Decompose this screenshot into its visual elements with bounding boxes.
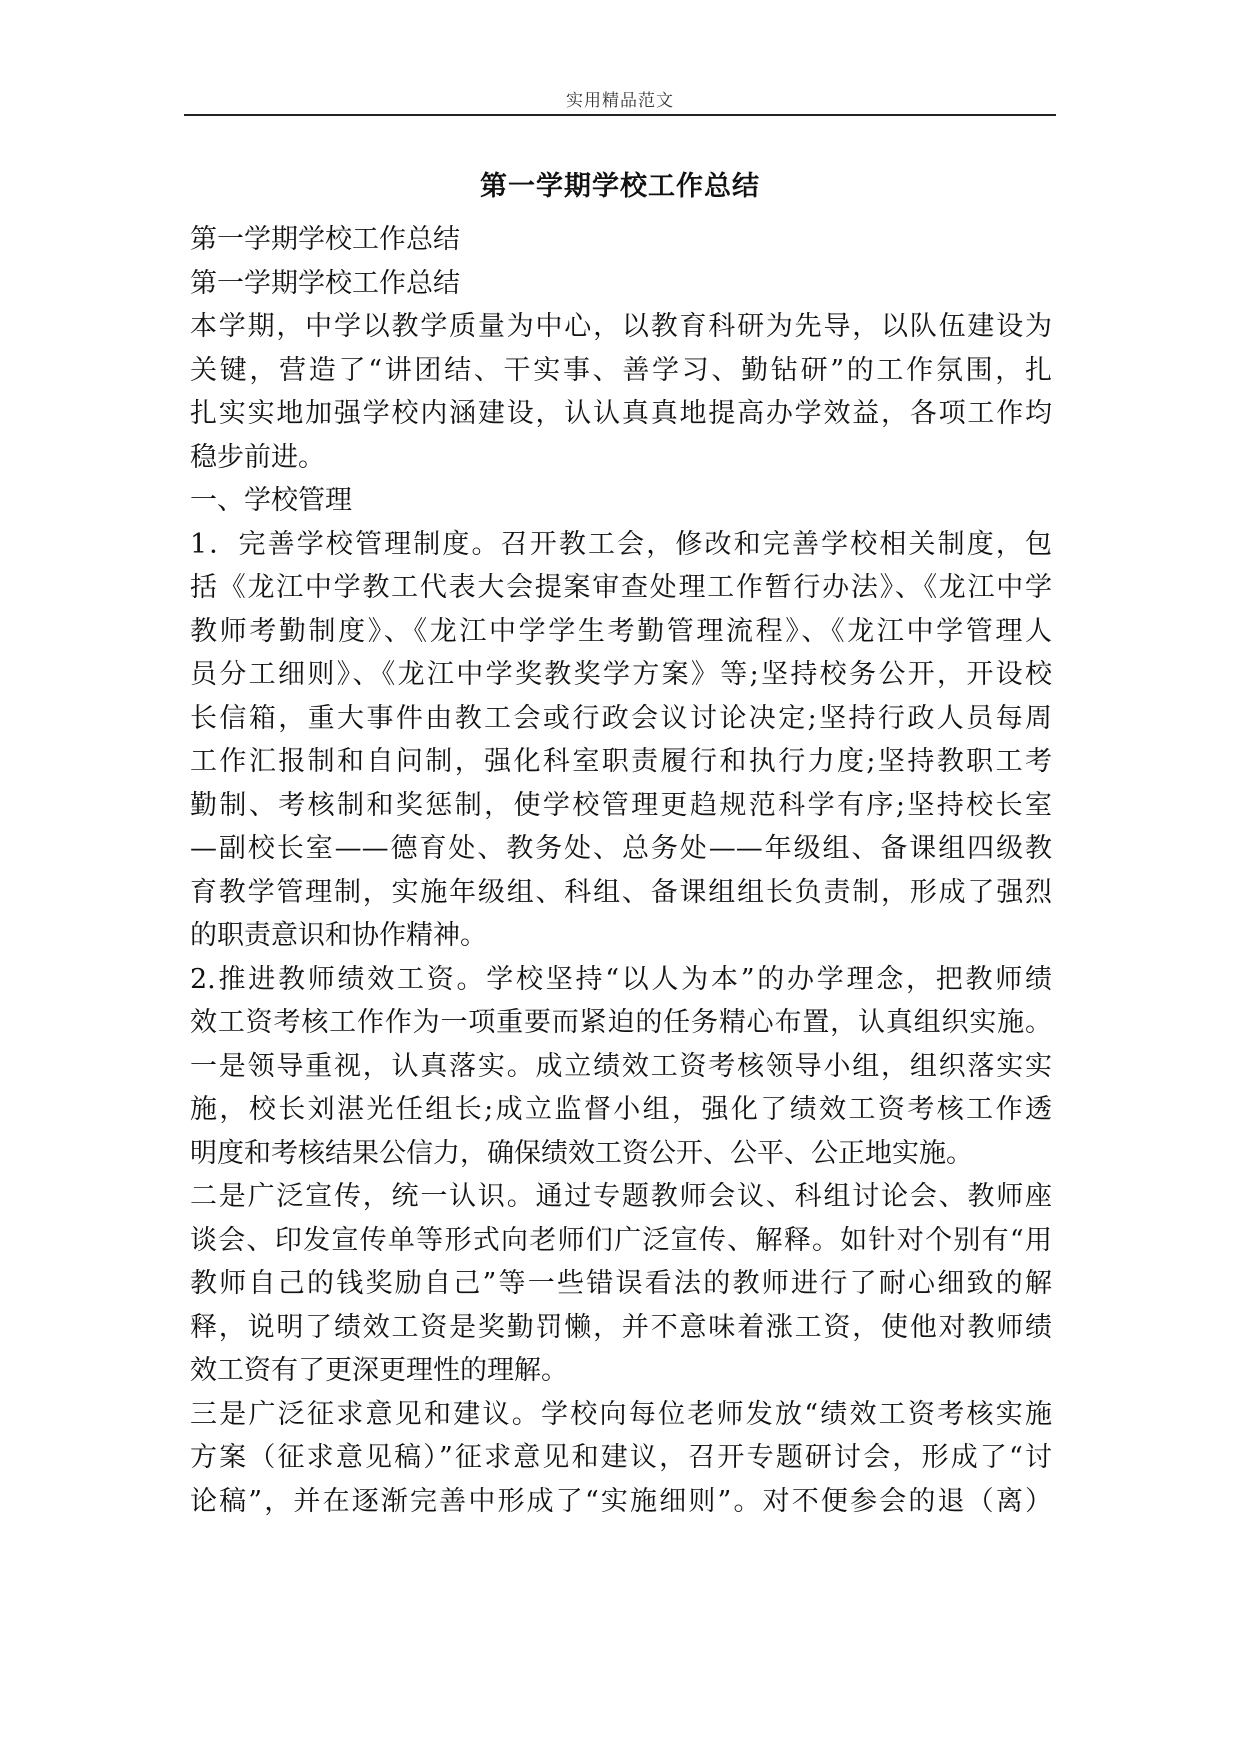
body-text-line: 明度和考核结果公信力，确保绩效工资公开、公平、公正地实施。 bbox=[190, 1137, 973, 1169]
body-text-line: 稳步前进。 bbox=[190, 441, 325, 473]
body-text-line: 二是广泛宣传，统一认识。通过专题教师会议、科组讨论会、教师座 bbox=[190, 1181, 1052, 1212]
body-text-line: 谈会、印发宣传单等形式向老师们广泛宣传、解释。如针对个别有“用 bbox=[190, 1224, 1052, 1256]
document-title: 第一学期学校工作总结 bbox=[480, 171, 760, 202]
body-text-line: 一是领导重视，认真落实。成立绩效工资考核领导小组，组织落实实 bbox=[190, 1050, 1052, 1082]
body-text-line: 1．完善学校管理制度。召开教工会，修改和完善学校相关制度，包 bbox=[190, 528, 1052, 560]
body-text-line: 的职责意识和协作精神。 bbox=[190, 920, 487, 951]
body-text-line: 一、学校管理 bbox=[190, 485, 352, 516]
body-text-line: 教师考勤制度》、《龙江中学学生考勤管理流程》、《龙江中学管理人 bbox=[190, 615, 1052, 647]
body-text-line: —副校长室——德育处、教务处、总务处——年级组、备课组四级教 bbox=[190, 833, 1052, 864]
body-text-line: 育教学管理制，实施年级组、科组、备课组组长负责制，形成了强烈 bbox=[190, 876, 1052, 908]
body-text-line: 释，说明了绩效工资是奖勤罚懒，并不意味着涨工资，使他对教师绩 bbox=[190, 1311, 1052, 1343]
body-text-line: 2.推进教师绩效工资。学校坚持“以人为本”的办学理念，把教师绩 bbox=[190, 963, 1052, 995]
header-divider bbox=[184, 114, 1056, 116]
body-text-line: 第一学期学校工作总结 bbox=[190, 224, 460, 255]
body-text-line: 施，校长刘湛光任组长;成立监督小组，强化了绩效工资考核工作透 bbox=[190, 1094, 1052, 1125]
body-text-line: 工作汇报制和自问制，强化科室职责履行和执行力度;坚持教职工考 bbox=[190, 746, 1052, 777]
body-text-line: 本学期，中学以教学质量为中心，以教育科研为先导，以队伍建设为 bbox=[190, 311, 1052, 342]
running-header: 实用精品范文 bbox=[566, 91, 674, 111]
body-text-line: 效工资有了更深更理性的理解。 bbox=[190, 1355, 568, 1386]
body-text-line: 括《龙江中学教工代表大会提案审查处理工作暂行办法》、《龙江中学 bbox=[190, 572, 1052, 603]
body-text-line: 方案（征求意见稿）”征求意见和建议，召开专题研讨会，形成了“讨 bbox=[190, 1442, 1052, 1473]
body-text-line: 论稿”，并在逐渐完善中形成了“实施细则”。对不便参会的退（离） bbox=[190, 1485, 1052, 1517]
body-text-line: 扎实实地加强学校内涵建设，认认真真地提高办学效益，各项工作均 bbox=[190, 398, 1052, 429]
body-text-line: 三是广泛征求意见和建议。学校向每位老师发放“绩效工资考核实施 bbox=[190, 1398, 1052, 1430]
body-text-line: 长信箱，重大事件由教工会或行政会议讨论决定;坚持行政人员每周 bbox=[190, 702, 1052, 734]
body-text-line: 效工资考核工作作为一项重要而紧迫的任务精心布置，认真组织实施。 bbox=[190, 1007, 1052, 1038]
body-text-line: 勤制、考核制和奖惩制，使学校管理更趋规范科学有序;坚持校长室 bbox=[190, 789, 1052, 821]
document-body bbox=[190, 218, 1052, 1523]
body-text-line: 关键，营造了“讲团结、干实事、善学习、勤钻研”的工作氛围，扎 bbox=[190, 354, 1052, 386]
body-text-line: 员分工细则》、《龙江中学奖教奖学方案》等;坚持校务公开，开设校 bbox=[190, 659, 1052, 690]
body-text-line: 第一学期学校工作总结 bbox=[190, 267, 460, 299]
body-text-line: 教师自己的钱奖励自己”等一些错误看法的教师进行了耐心细致的解 bbox=[190, 1268, 1052, 1299]
